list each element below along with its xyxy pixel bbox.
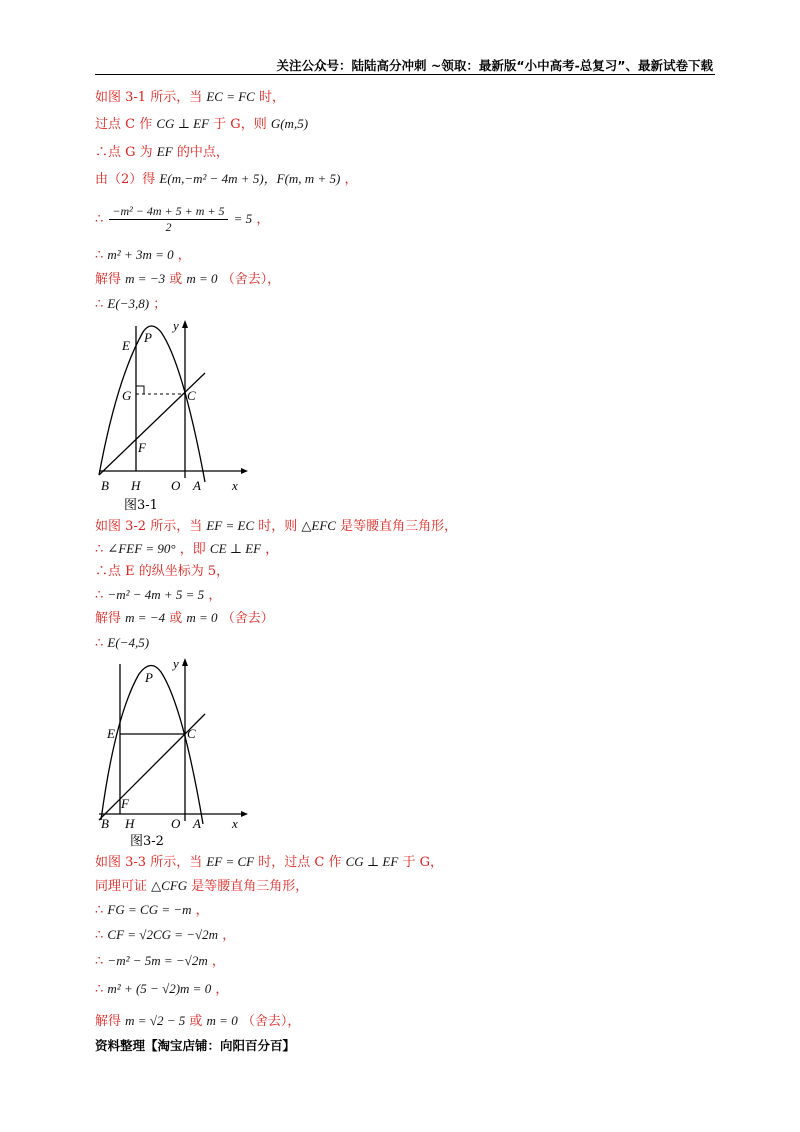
right-angle-mark xyxy=(136,386,144,394)
math: ∠FEF = 90° xyxy=(107,541,176,556)
text: ， xyxy=(211,954,225,969)
line-18 xyxy=(95,926,235,945)
math: m = 0 xyxy=(206,1013,238,1028)
figure-3-1 xyxy=(95,318,255,498)
label-x: x xyxy=(232,816,238,831)
text: 的中点， xyxy=(176,145,229,160)
math: △CFG xyxy=(151,878,188,893)
text: 于 G， xyxy=(402,855,443,870)
math: CF = √2CG = −√2m xyxy=(107,927,219,942)
text: 由（2）得 xyxy=(95,172,156,187)
label-C: C xyxy=(187,388,196,403)
label-x: x xyxy=(232,478,238,493)
math: −m² − 5m = −√2m xyxy=(107,953,208,968)
line-21 xyxy=(95,1012,300,1031)
math: E(−4,5) xyxy=(107,635,150,650)
math: EC = FC xyxy=(206,89,255,104)
text: 解得 xyxy=(95,1014,122,1029)
text: 如图 3-1 所示，当 xyxy=(95,90,203,105)
label-E: E xyxy=(107,726,115,741)
label-y: y xyxy=(173,656,179,671)
label-F: F xyxy=(138,440,146,455)
line-6 xyxy=(95,246,191,265)
label-y: y xyxy=(173,318,179,333)
text: ，即 xyxy=(179,542,206,557)
line-10 xyxy=(95,540,278,559)
math: G(m,5) xyxy=(270,116,309,131)
text: ∴ xyxy=(95,248,104,263)
text: 过点 C 作 xyxy=(95,117,153,132)
fraction-numerator: −m² − 4m + 5 + m + 5 xyxy=(109,204,227,220)
label-F: F xyxy=(121,796,129,811)
label-C: C xyxy=(187,726,196,741)
x-axis-arrow xyxy=(241,468,248,474)
figure-3-2-caption: 图3-2 xyxy=(130,834,164,849)
label-H: H xyxy=(131,478,141,493)
label-P: P xyxy=(145,670,153,685)
text: ， xyxy=(222,928,236,943)
line-4 xyxy=(95,170,357,189)
label-O: O xyxy=(171,478,181,493)
parabola xyxy=(101,665,203,824)
math: EF = EC xyxy=(206,518,255,533)
fraction xyxy=(109,204,227,235)
label-P: P xyxy=(144,330,152,345)
text: 如图 3-2 所示，当 xyxy=(95,519,203,534)
line-3 xyxy=(95,143,229,162)
math: m = 0 xyxy=(186,271,218,286)
text: （舍去） xyxy=(221,611,274,626)
label-B: B xyxy=(101,478,109,493)
line-19 xyxy=(95,952,225,971)
line-12 xyxy=(95,586,221,605)
text: ， xyxy=(177,248,191,263)
math: m² + 3m = 0 xyxy=(107,247,174,262)
text: ∴ xyxy=(95,212,104,227)
text: 是等腰直角三角形， xyxy=(191,879,309,894)
math: −m² − 4m + 5 = 5 xyxy=(107,587,205,602)
header-text: 关注公众号：陆陆高分冲刺 ~领取：最新版“小中高考-总复习”、最新试卷下载 xyxy=(276,58,713,73)
text: 于 G，则 xyxy=(213,117,267,132)
line-8 xyxy=(95,295,166,314)
label-A: A xyxy=(193,478,201,493)
line-14 xyxy=(95,634,149,653)
math: CG ⊥ EF xyxy=(345,854,399,869)
math: E(−3,8) xyxy=(107,296,150,311)
line-15 xyxy=(95,853,443,872)
line-5 xyxy=(95,204,269,235)
line-9 xyxy=(95,517,457,536)
figure-3-1-caption: 图3-1 xyxy=(124,498,158,513)
x-axis-arrow xyxy=(241,811,248,817)
text: （舍去）， xyxy=(221,272,281,287)
text: ∴ xyxy=(95,982,104,997)
math: = 5 xyxy=(233,211,253,226)
line-13 xyxy=(95,609,274,628)
line-20 xyxy=(95,980,228,999)
line-7 xyxy=(95,270,280,289)
text: 时，则 xyxy=(258,519,298,534)
text: 解得 xyxy=(95,611,122,626)
text: （舍去）， xyxy=(241,1014,301,1029)
text: 或 xyxy=(169,611,183,626)
text: ∴点 E 的纵坐标为 5， xyxy=(95,564,230,579)
line-17 xyxy=(95,901,209,920)
math: CG ⊥ EF xyxy=(156,116,210,131)
math: m = −3 xyxy=(125,271,166,286)
math: CE ⊥ EF xyxy=(209,541,262,556)
text: ∴ xyxy=(95,297,104,312)
math: m² + (5 − √2)m = 0 xyxy=(107,981,212,996)
text: 时， xyxy=(258,90,285,105)
text: 时，过点 C 作 xyxy=(258,855,342,870)
label-H: H xyxy=(125,816,135,831)
text: 或 xyxy=(189,1014,203,1029)
text: ∴ xyxy=(95,588,104,603)
text: ， xyxy=(344,172,358,187)
page-footer: 资料整理【淘宝店铺：向阳百分百】 xyxy=(95,1038,296,1053)
text: ， xyxy=(265,542,279,557)
text: ∴ xyxy=(95,542,104,557)
text: ， xyxy=(215,982,229,997)
text: ； xyxy=(153,297,167,312)
y-axis-arrow xyxy=(182,658,188,666)
text: 如图 3-3 所示，当 xyxy=(95,855,203,870)
line-16 xyxy=(95,877,308,896)
text: 同理可证 xyxy=(95,879,148,894)
text: ∴ xyxy=(95,954,104,969)
text: ， xyxy=(195,903,209,918)
page-header xyxy=(95,54,715,75)
fraction-denominator: 2 xyxy=(165,220,172,234)
text: ， xyxy=(256,212,270,227)
parabola xyxy=(99,326,205,482)
text: 解得 xyxy=(95,272,122,287)
text: ∴点 G 为 xyxy=(95,145,153,160)
label-E: E xyxy=(122,338,130,353)
math: m = √2 − 5 xyxy=(125,1013,186,1028)
line-11 xyxy=(95,563,229,581)
math: EF = CF xyxy=(206,854,255,869)
math: EF xyxy=(156,144,173,159)
figure-3-2 xyxy=(95,656,255,836)
text: ∴ xyxy=(95,903,104,918)
label-A: A xyxy=(193,816,201,831)
text: 或 xyxy=(169,272,183,287)
text: ， xyxy=(208,588,222,603)
math: m = 0 xyxy=(186,610,218,625)
line-2 xyxy=(95,115,308,134)
y-axis-arrow xyxy=(182,320,188,328)
label-O: O xyxy=(171,816,181,831)
text: 是等腰直角三角形， xyxy=(340,519,458,534)
math: △EFC xyxy=(301,518,336,533)
math: m = −4 xyxy=(125,610,166,625)
math: E(m,−m² − 4m + 5)，F(m, m + 5) xyxy=(159,171,341,186)
line-1 xyxy=(95,88,285,107)
math: FG = CG = −m xyxy=(107,902,192,917)
text: ∴ xyxy=(95,636,104,651)
label-G: G xyxy=(122,388,132,403)
label-B: B xyxy=(101,816,109,831)
text: ∴ xyxy=(95,928,104,943)
